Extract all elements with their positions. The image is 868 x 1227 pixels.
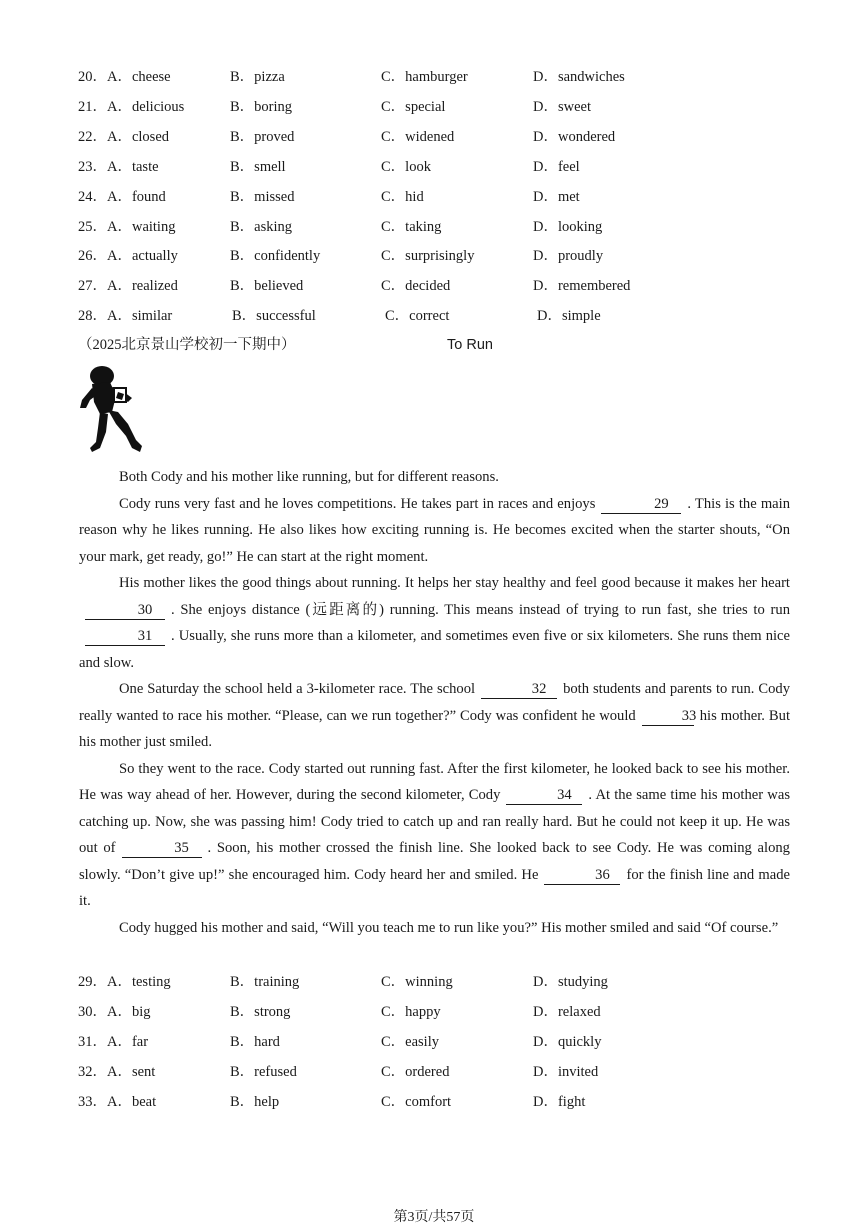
option-a: 29．A．testing — [78, 974, 171, 990]
option-d: D．sweet — [533, 99, 591, 115]
option-a: 30．A．big — [78, 1004, 151, 1020]
option-d: D．fight — [533, 1094, 586, 1110]
option-d: D．quickly — [533, 1034, 602, 1050]
option-a: 20．A．cheese — [78, 69, 171, 85]
option-a: 24．A．found — [78, 189, 166, 205]
option-c: C．decided — [381, 278, 451, 294]
option-d: D．simple — [537, 308, 601, 324]
option-b: B．missed — [230, 189, 295, 205]
option-c: C．winning — [381, 974, 453, 990]
passage-paragraph: His mother likes the good things about running. It helps her stay healthy and feel good because it makes her heart30 . She enjoys distance (远距离的) running. This means instead of trying to run fast, she tries to run31 . Usually, she runs more than a kilometer, and sometimes even five or six kilometers. She runs them nice and slow. — [79, 575, 790, 671]
option-b: B．strong — [230, 1004, 291, 1020]
option-d: D．remembered — [533, 278, 631, 294]
option-c: C．taking — [381, 219, 442, 235]
option-a: 27．A．realized — [78, 278, 178, 294]
option-c: C．comfort — [381, 1094, 452, 1110]
blank-33: 33 — [642, 707, 694, 726]
option-c: C．hid — [381, 189, 424, 205]
option-d: D．invited — [533, 1064, 599, 1080]
blank-30: 30 — [85, 601, 165, 620]
option-b: B．training — [230, 974, 300, 990]
option-a: 33．A．beat — [78, 1094, 157, 1110]
option-c: C．correct — [385, 308, 450, 324]
option-b: B．asking — [230, 219, 293, 235]
source-label: （2025北京景山学校初一下期中） — [78, 337, 296, 353]
passage-paragraph: So they went to the race. Cody started out running fast. After the first kilometer, he looked back to see his mother. He was way ahead of her. However, during the second kilometer, Cody 34 . At the same time his mother was catching up. Now, she was passing him! Cody tried to catch up and ran really hard. But he could not keep it up. He was out of 35 . Soon, his mother crossed the finish line. She looked back to see Cody. He was coming along slowly. “Don’t give up!” she encouraged him. Cody heard her and smiled. He 36 for the finish line and made it. — [79, 760, 790, 909]
passage-paragraph: Both Cody and his mother like running, but for different reasons. — [119, 469, 499, 485]
option-d: D．wondered — [533, 129, 616, 145]
option-d: D．studying — [533, 974, 608, 990]
blank-36: 36 — [544, 866, 620, 885]
blank-32: 32 — [481, 680, 557, 699]
option-b: B．proved — [230, 129, 295, 145]
option-b: B．believed — [230, 278, 304, 294]
runner-illustration — [78, 362, 148, 456]
option-c: C．hamburger — [381, 69, 468, 85]
option-a: 21．A．delicious — [78, 99, 185, 115]
option-b: B．successful — [232, 308, 316, 324]
option-d: D．sandwiches — [533, 69, 625, 85]
option-c: C．widened — [381, 129, 455, 145]
option-a: 31．A．far — [78, 1034, 149, 1050]
option-a: 28．A．similar — [78, 308, 173, 324]
option-c: C．surprisingly — [381, 248, 475, 264]
passage-paragraph: Cody hugged his mother and said, “Will you teach me to run like you?” His mother smiled and said “Of course.” — [119, 919, 779, 936]
option-c: C．easily — [381, 1034, 439, 1050]
page-footer: 第3页/共57页 — [393, 1210, 475, 1225]
option-a: 32．A．sent — [78, 1064, 156, 1080]
blank-29: 29 — [601, 495, 681, 514]
option-a: 25．A．waiting — [78, 219, 176, 235]
passage-title: To Run — [447, 337, 493, 353]
option-b: B．confidently — [230, 248, 321, 264]
option-d: D．relaxed — [533, 1004, 601, 1020]
option-b: B．pizza — [230, 69, 285, 85]
passage-paragraph: Cody runs very fast and he loves competitions. He takes part in races and enjoys 29 . This is the main reason why he likes running. He also likes how exciting running is. He becomes excited when the starter shouts, “On your mark, get ready, go!” He can start at the right moment. — [79, 495, 791, 565]
passage-paragraph: One Saturday the school held a 3-kilometer race. The school 32 both students and parents to run. Cody really wanted to race his mother. “Please, can we run together?” Cody was confident he would 33 his mother. But his mother just smiled. — [79, 681, 791, 750]
blank-35: 35 — [122, 839, 202, 858]
option-c: C．happy — [381, 1004, 441, 1020]
reading-passage — [79, 464, 790, 941]
option-a: 26．A．actually — [78, 248, 178, 264]
option-b: B．boring — [230, 99, 293, 115]
option-b: B．help — [230, 1094, 280, 1110]
option-d: D．looking — [533, 219, 603, 235]
option-b: B．refused — [230, 1064, 297, 1080]
option-b: B．hard — [230, 1034, 280, 1050]
option-b: B．smell — [230, 159, 286, 175]
option-c: C．look — [381, 159, 431, 175]
option-c: C．ordered — [381, 1064, 450, 1080]
option-a: 23．A．taste — [78, 159, 159, 175]
option-d: D．feel — [533, 159, 580, 175]
blank-31: 31 — [85, 627, 165, 646]
option-c: C．special — [381, 99, 446, 115]
option-a: 22．A．closed — [78, 129, 170, 145]
option-d: D．proudly — [533, 248, 604, 264]
option-d: D．met — [533, 189, 580, 205]
blank-34: 34 — [506, 786, 582, 805]
